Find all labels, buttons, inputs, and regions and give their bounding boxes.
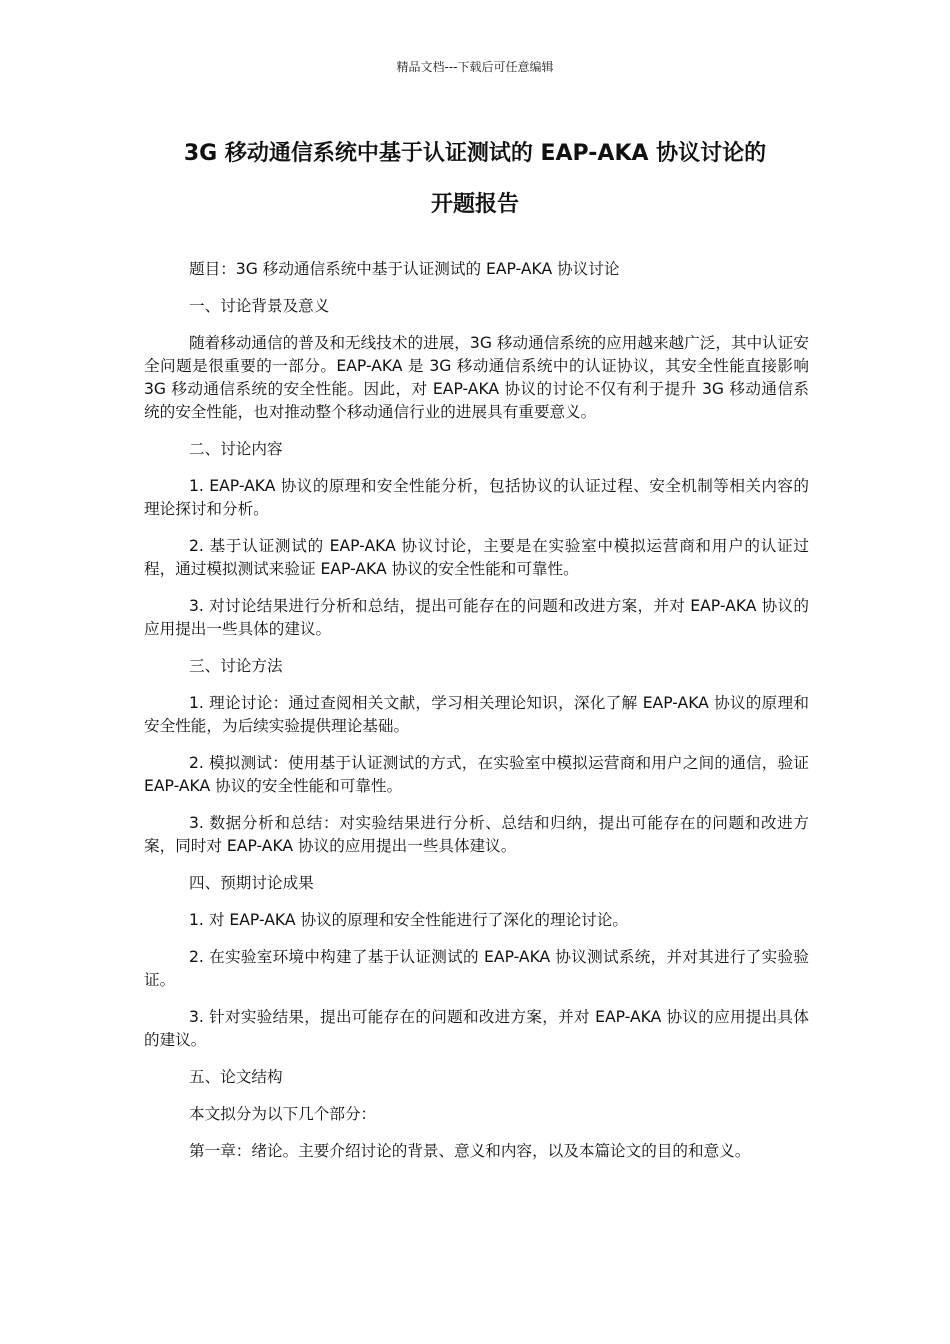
section-heading-outcomes: 四、预期讨论成果 (189, 874, 314, 892)
outcome-item-3: 3. 针对实验结果，提出可能存在的问题和改进方案，并对 EAP-AKA 协议的应用提出具体的建议。 (144, 1008, 809, 1049)
method-item-2: 2. 模拟测试：使用基于认证测试的方式，在实验室中模拟运营商和用户之间的通信，验证 EAP-AKA 协议的安全性能和可靠性。 (144, 754, 809, 795)
content-item-1: 1. EAP-AKA 协议的原理和安全性能分析，包括协议的认证过程、安全机制等相关内容的理论探讨和分析。 (144, 477, 809, 518)
structure-intro: 本文拟分为以下几个部分： (189, 1105, 377, 1123)
document-title-line-1: 3G 移动通信系统中基于认证测试的 EAP-AKA 协议讨论的 (183, 141, 767, 166)
content-item-2: 2. 基于认证测试的 EAP-AKA 协议讨论，主要是在实验室中模拟运营商和用户的认证过程，通过模拟测试来验证 EAP-AKA 协议的安全性能和可靠性。 (144, 537, 809, 578)
outcome-item-1: 1. 对 EAP-AKA 协议的原理和安全性能进行了深化的理论讨论。 (189, 911, 628, 929)
document-title-line-2: 开题报告 (430, 192, 519, 217)
method-item-1: 1. 理论讨论：通过查阅相关文献，学习相关理论知识，深化了解 EAP-AKA 协议的原理和安全性能，为后续实验提供理论基础。 (144, 694, 809, 735)
section-heading-methods: 三、讨论方法 (189, 657, 283, 675)
content-item-3: 3. 对讨论结果进行分析和总结，提出可能存在的问题和改进方案，并对 EAP-AKA 协议的应用提出一些具体的建议。 (144, 597, 809, 638)
outcome-item-2: 2. 在实验室环境中构建了基于认证测试的 EAP-AKA 协议测试系统，并对其进行了实验验证。 (144, 948, 809, 989)
section-heading-background: 一、讨论背景及意义 (189, 297, 330, 315)
topic-line: 题目：3G 移动通信系统中基于认证测试的 EAP-AKA 协议讨论 (189, 260, 620, 278)
chapter-1-summary: 第一章：绪论。主要介绍讨论的背景、意义和内容，以及本篇论文的目的和意义。 (189, 1142, 751, 1160)
section-heading-content: 二、讨论内容 (189, 440, 283, 458)
document-body (144, 258, 809, 1177)
method-item-3: 3. 数据分析和总结：对实验结果进行分析、总结和归纳，提出可能存在的问题和改进方案，同时对 EAP-AKA 协议的应用提出一些具体建议。 (144, 814, 809, 855)
background-paragraph: 随着移动通信的普及和无线技术的进展，3G 移动通信系统的应用越来越广泛，其中认证安全问题是很重要的一部分。EAP-AKA 是 3G 移动通信系统中的认证协议，其安全性能直接影响 3G 移动通信系统的安全性能。因此，对 EAP-AKA 协议的讨论不仅有利于提升 3G 移动通信系统的安全性能，也对推动整个移动通信行业的进展具有重要意义。 (144, 334, 809, 421)
header-note: 精品文档---下载后可任意编辑 (396, 60, 554, 74)
section-heading-structure: 五、论文结构 (189, 1068, 283, 1086)
